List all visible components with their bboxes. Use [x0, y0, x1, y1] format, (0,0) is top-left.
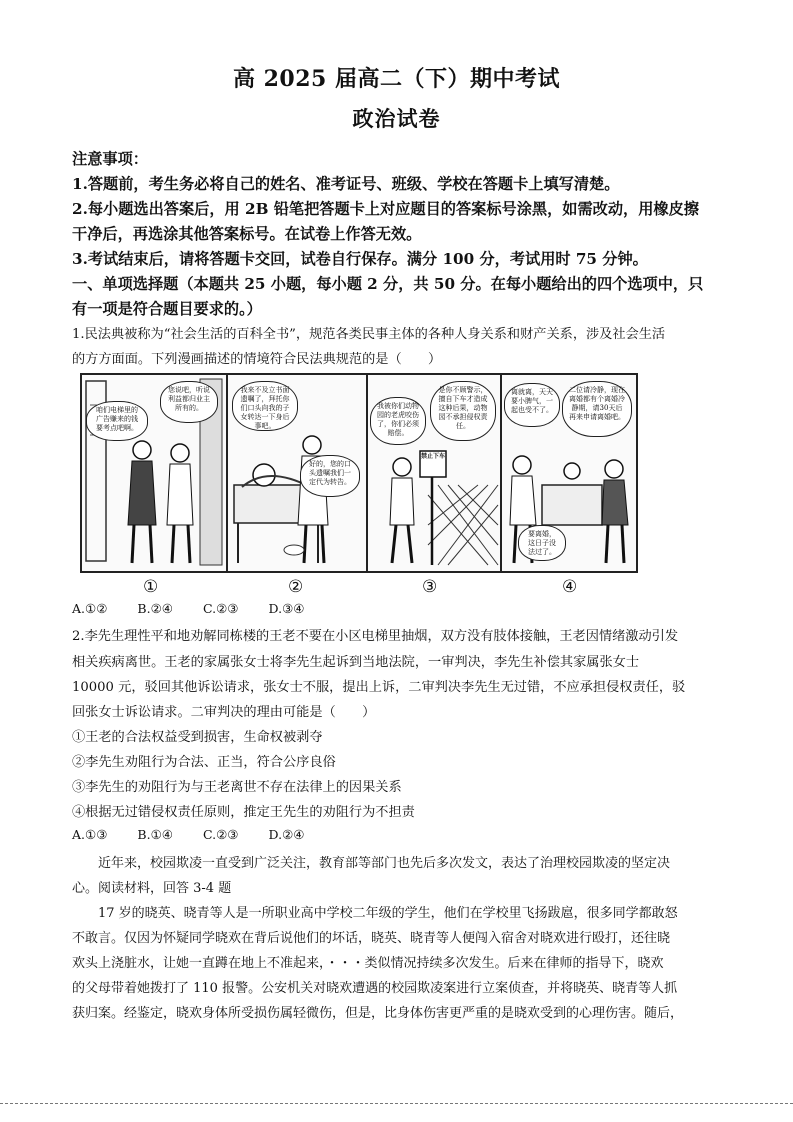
page-bottom-divider: [0, 1103, 793, 1104]
exam-title: 高 2025 届高二（下）期中考试: [232, 66, 561, 92]
notice-item-3: 3.考试结束后，请将答题卡交回，试卷自行保存。满分 100 分，考试用时 75 分钟。: [72, 250, 648, 268]
q1-option-c: C.②③: [203, 601, 239, 616]
comic-1-speech-bubble-2: 您说吧，听说利益都归业主所有的。: [160, 381, 218, 423]
q2-statement-4: ④根据无过错侵权责任原则，推定王先生的劝阻行为不担责: [72, 805, 415, 820]
passage-line-3: 17 岁的晓英、晓青等人是一所职业高中学校二年级的学生，他们在学校里飞扬跋扈，很多同学都敢怒: [72, 906, 678, 921]
q2-stem-line1: 2.李先生理性平和地劝解同栋楼的王老不要在小区电梯里抽烟，双方没有肢体接触，王老因情绪激动引发: [72, 629, 679, 644]
passage-line-5: 欢头上浇脏水，让她一直蹲在地上不准起来，・・・类似情况持续多次发生。后来在律师的指导下，晓欢: [72, 956, 664, 971]
comic-2-speech-bubble-1: 我来不及立书面遗嘱了，拜托你们口头向我的子女转达一下身后事吧。: [232, 381, 298, 431]
comic-panel-4: [500, 373, 638, 573]
q2-stem-line3: 10000 元，驳回其他诉讼请求，张女士不服，提出上诉，二审判决李先生无过错，不应承担侵权责任，驳: [72, 680, 686, 695]
comic-panel-3: [366, 373, 502, 573]
passage-line-2: 心。阅读材料，回答 3-4 题: [72, 881, 232, 896]
comic-3-warning-sign: 禁止下车: [421, 453, 446, 460]
comic-3-speech-bubble-1: 我被你们动物园的老虎咬伤了，你们必须赔偿。: [370, 397, 426, 445]
q2-option-b: B.①④: [137, 827, 173, 842]
q2-option-a: A.①③: [72, 827, 108, 842]
section-heading-line1: 一、单项选择题（本题共 25 小题，每小题 2 分，共 50 分。在每小题给出的四个选项中，只: [72, 275, 704, 293]
q1-option-d: D.③④: [268, 601, 305, 616]
q2-option-d: D.②④: [268, 827, 305, 842]
q2-stem-line4: 回张女士诉讼请求。二审判决的理由可能是（ ）: [72, 705, 376, 720]
comic-panel-2: [226, 373, 368, 573]
comic-4-speech-bubble-3: 要离婚，这日子没法过了。: [518, 525, 566, 561]
notice-item-2-cont: 干净后，再选涂其他答案标号。在试卷上作答无效。: [72, 225, 422, 243]
comic-4-speech-bubble-2: 二位请冷静，现在离婚都有个离婚冷静期，请30天后再来申请离婚吧。: [562, 381, 632, 437]
q2-options: [72, 827, 334, 842]
section-heading-line2: 有一项是符合题目要求的。）: [72, 300, 262, 318]
subject-title: 政治试卷: [352, 106, 441, 131]
q1-options: [72, 601, 334, 616]
q2-stem-line2: 相关疾病离世。王老的家属张女士将李先生起诉到当地法院，一审判决，李先生补偿其家属张女士: [72, 655, 640, 670]
notice-item-1: 1.答题前，考生务必将自己的姓名、准考证号、班级、学校在答题卡上填写清楚。: [72, 175, 620, 193]
q2-statement-3: ③李先生的劝阻行为与王老离世不存在法律上的因果关系: [72, 780, 402, 795]
passage-line-4: 不敢言。仅因为怀疑同学晓欢在背后说他们的坏话，晓英、晓青等人便闯入宿舍对晓欢进行殴打，还往晓: [72, 931, 671, 946]
passage-line-7: 获归案。经鉴定，晓欢身体所受损伤属轻微伤，但是，比身体伤害更严重的是晓欢受到的心理伤害。随后，: [72, 1006, 684, 1021]
comic-2-speech-bubble-2: 好的，您的口头遗嘱我们一定代为转告。: [300, 455, 360, 497]
comic-1-number: ①: [143, 577, 159, 597]
passage-line-6: 的父母带着她拨打了 110 报警。公安机关对晓欢遭遇的校园欺凌案进行立案侦查，并将晓英、晓青等人抓: [72, 981, 678, 996]
q1-option-a: A.①②: [72, 601, 108, 616]
q2-statement-2: ②李先生劝阻行为合法、正当，符合公序良俗: [72, 755, 336, 770]
comic-3-speech-bubble-2: 是你不顾警示，擅自下车才造成这种后果，动物园不承担侵权责任。: [430, 381, 496, 441]
q1-option-b: B.②④: [137, 601, 173, 616]
comic-panel-1: [80, 373, 228, 573]
notice-item-2: 2.每小题选出答案后，用 2B 铅笔把答题卡上对应题目的答案标号涂黑，如需改动，用橡皮擦: [72, 200, 699, 218]
q2-option-c: C.②③: [203, 827, 239, 842]
comic-1-speech-bubble-1: 咱们电梯里的广告赚来的钱要考点吧啊。: [86, 401, 148, 441]
notice-heading: 注意事项：: [72, 150, 148, 168]
q1-stem-line1: 1.民法典被称为“社会生活的百科全书”，规范各类民事主体的各种人身关系和财产关系，涉及社会生活: [72, 327, 666, 342]
comic-4-number: ④: [562, 577, 578, 597]
passage-line-1: 近年来，校园欺凌一直受到广泛关注，教育部等部门也先后多次发文，表达了治理校园欺凌的坚定决: [72, 856, 671, 871]
q1-stem-line2: 的方方面面。下列漫画描述的情境符合民法典规范的是（ ）: [72, 352, 442, 367]
comic-3-number: ③: [422, 577, 438, 597]
q2-statement-1: ①王老的合法权益受到损害，生命权被剥夺: [72, 730, 323, 745]
comic-4-speech-bubble-1: 离就离，天天要小脾气，一起也受不了。: [504, 383, 560, 427]
comic-2-number: ②: [288, 577, 304, 597]
